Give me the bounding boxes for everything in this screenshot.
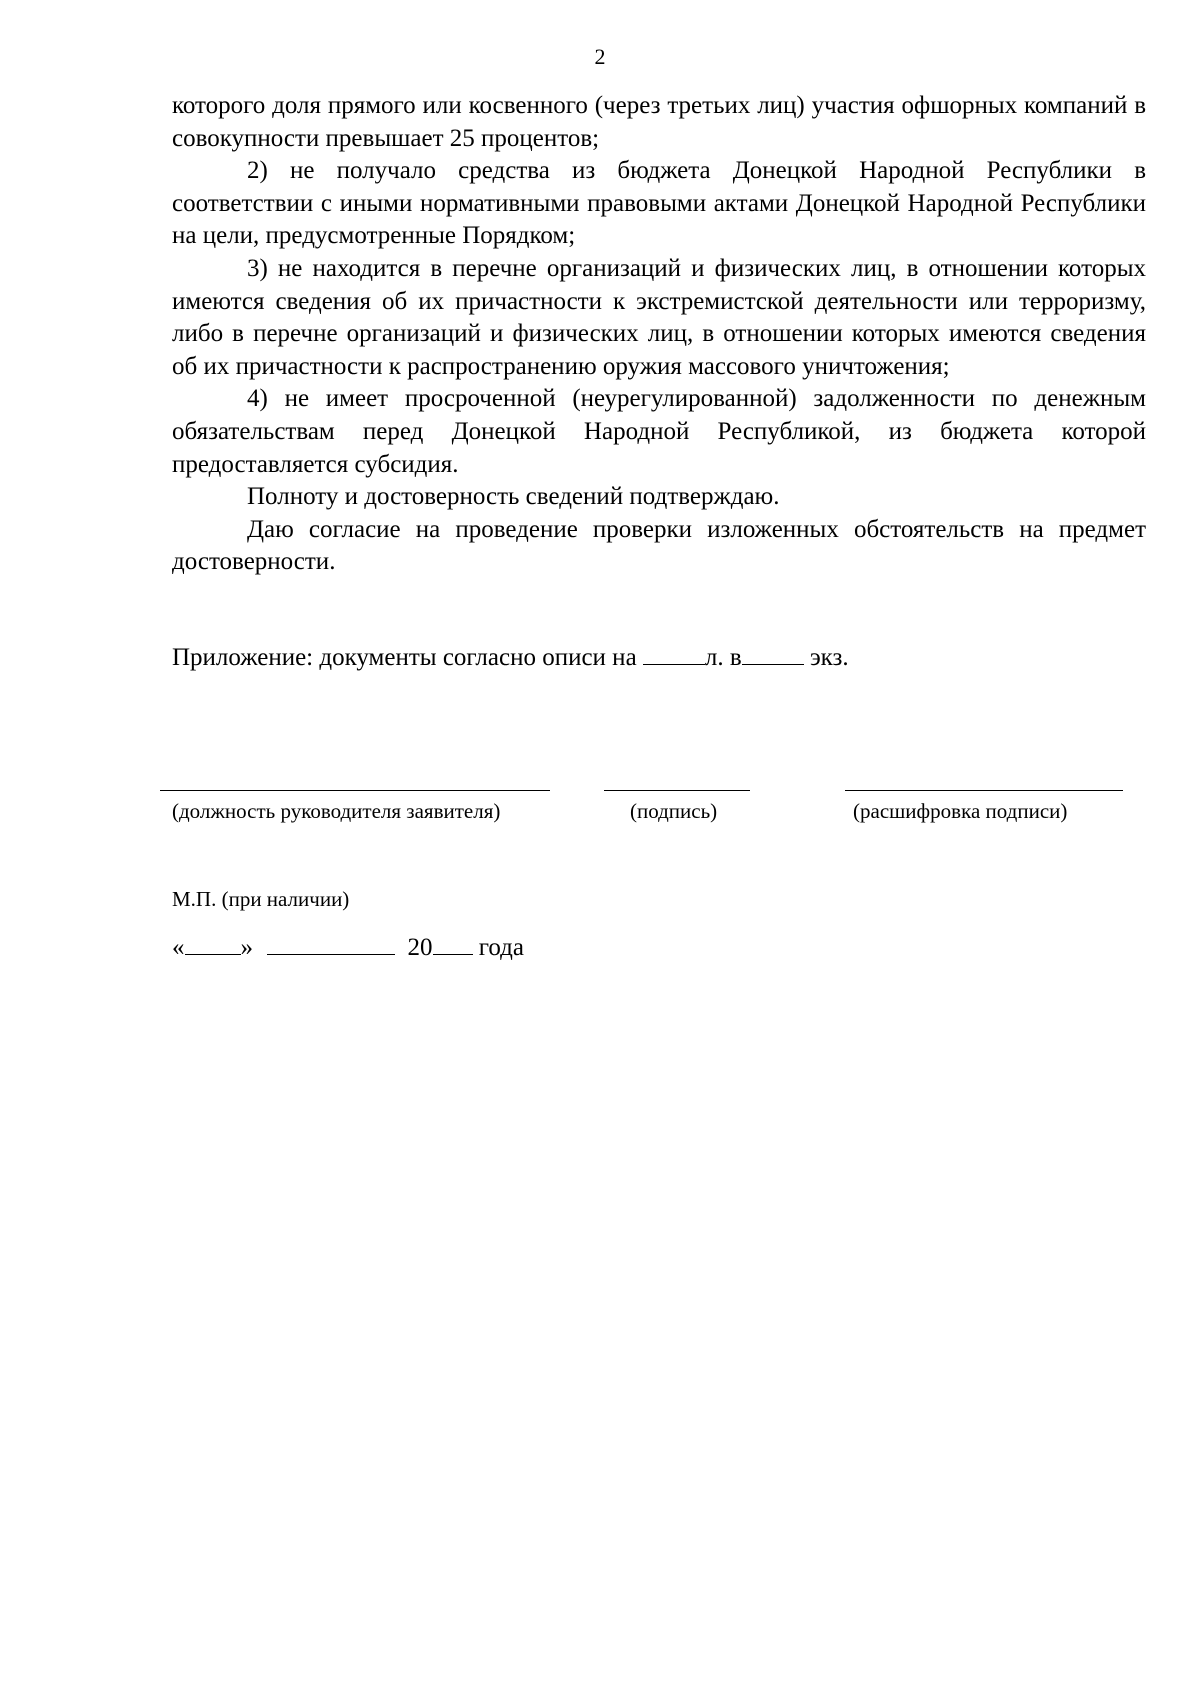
- copies-count-blank: [742, 663, 804, 665]
- attachment-sheets-suffix: л. в: [704, 644, 742, 671]
- date-century: 20: [407, 934, 433, 961]
- transcript-signature-line: [845, 790, 1123, 791]
- date-close-quote: »: [240, 934, 253, 961]
- day-blank: [185, 953, 241, 955]
- paragraph-item-3-extremism-list: 3) не находится в перечне организаций и физических лиц, в отношении которых имеются сведения об их причастности к экстремистской деятельности или терроризму, либо в перечне организаций и физических лиц, в отношении которых имеются сведения об их причастности к распространению оружия массового уничтожения;: [172, 254, 1146, 380]
- signature-line: [604, 790, 750, 791]
- date-open-quote: «: [172, 934, 185, 961]
- paragraph-item-4-no-debt: 4) не имеет просроченной (неурегулированной) задолженности по денежным обязательствам перед Донецкой Народной Республикой, из бюджета которой предоставляется субсидия.: [172, 385, 1146, 478]
- attachment-copies-suffix: экз.: [803, 644, 849, 671]
- document-body: [172, 90, 1146, 579]
- attachment-line: [172, 642, 849, 674]
- signature-caption: (подпись): [630, 799, 718, 823]
- transcript-caption: (расшифровка подписи): [853, 799, 1068, 823]
- page-number: 2: [594, 44, 606, 69]
- paragraph-consent: Даю согласие на проведение проверки изложенных обстоятельств на предмет достоверности.: [172, 515, 1146, 576]
- month-blank: [267, 953, 395, 955]
- date-year-word: года: [472, 934, 524, 961]
- paragraph-item-2-budget-funds: 2) не получало средства из бюджета Донецкой Народной Республики в соответствии с иными нормативными правовыми актами Донецкой Народной Республики на цели, предусмотренные Порядком;: [172, 157, 1146, 250]
- stamp-note: М.П. (при наличии): [172, 887, 350, 911]
- paragraph-offshore-share: которого доля прямого или косвенного (через третьих лиц) участия офшорных компаний в совокупности превышает 25 процентов;: [172, 92, 1146, 152]
- position-caption: (должность руководителя заявителя): [172, 799, 501, 823]
- attachment-prefix: Приложение: документы согласно описи на: [172, 644, 643, 671]
- date-line: [172, 932, 524, 964]
- position-signature-line: [160, 790, 550, 791]
- sheets-count-blank: [643, 663, 705, 665]
- paragraph-confirmation: Полноту и достоверность сведений подтверждаю.: [247, 483, 780, 511]
- year-blank: [433, 953, 473, 955]
